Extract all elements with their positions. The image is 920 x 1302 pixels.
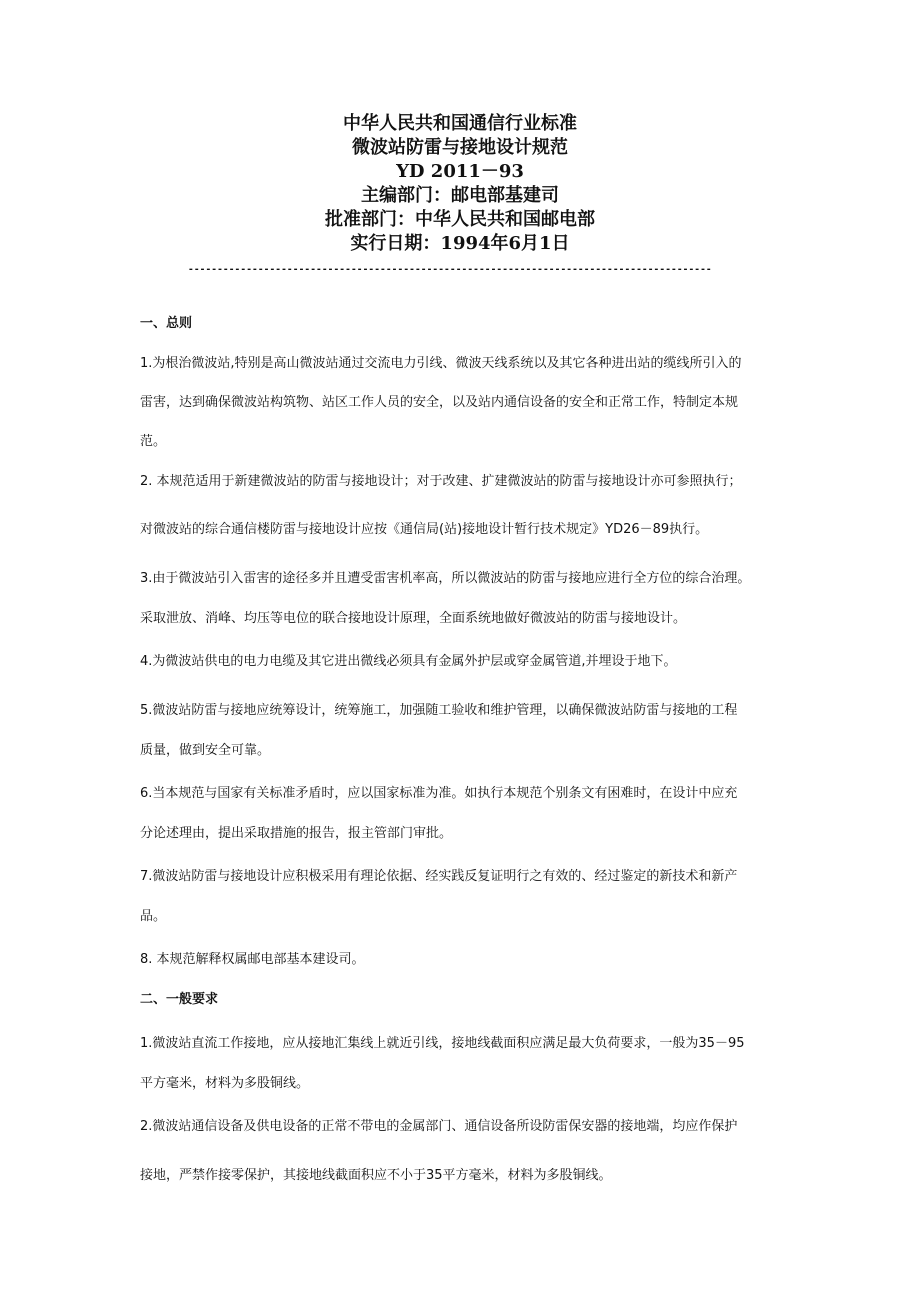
paragraph-line: 2.微波站通信设备及供电设备的正常不带电的金属部门、通信设备所设防雷保安器的接地端，均应作保护 <box>140 1119 738 1134</box>
section-title-general-requirements: 二、一般要求 <box>140 992 219 1007</box>
effective-date: 实行日期：1994年6月1日 <box>350 233 570 254</box>
editing-department: 主编部门：邮电部基建司 <box>361 185 559 206</box>
approving-department: 批准部门：中华人民共和国邮电部 <box>325 209 595 230</box>
paragraph-line: 品。 <box>140 909 167 924</box>
document-title: 微波站防雷与接地设计规范 <box>352 137 568 158</box>
paragraph-line: 4.为微波站供电的电力电缆及其它进出微线必须具有金属外护层或穿金属管道,并埋设于地下。 <box>140 654 677 669</box>
paragraph-line: 分论述理由，提出采取措施的报告，报主管部门审批。 <box>140 826 453 841</box>
paragraph-line: 5.微波站防雷与接地应统筹设计，统筹施工，加强随工验收和维护管理，以确保微波站防雷与接地的工程 <box>140 703 738 718</box>
section-title-general: 一、总则 <box>140 316 193 331</box>
dashed-divider: ------------------------------------------------------------------------------------------ <box>188 264 712 275</box>
paragraph-line: 采取泄放、消峰、均压等电位的联合接地设计原理，全面系统地做好微波站的防雷与接地设计。 <box>140 611 687 626</box>
paragraph-line: 2. 本规范适用于新建微波站的防雷与接地设计；对于改建、扩建微波站的防雷与接地设计亦可参照执行； <box>140 474 742 489</box>
paragraph-line: 8. 本规范解释权属邮电部基本建设司。 <box>140 952 365 967</box>
paragraph-line: 接地，严禁作接零保护，其接地线截面积应不小于35平方毫米，材料为多股铜线。 <box>140 1168 612 1183</box>
paragraph-line: 对微波站的综合通信楼防雷与接地设计应按《通信局(站)接地设计暂行技术规定》YD26－89执行。 <box>140 522 709 537</box>
standard-number: YD 2011－93 <box>396 161 524 182</box>
paragraph-line: 1.为根治微波站,特别是高山微波站通过交流电力引线、微波天线系统以及其它各种进出站的缆线所引入的 <box>140 356 742 371</box>
document-header <box>0 112 920 256</box>
paragraph-line: 3.由于微波站引入雷害的途径多并且遭受雷害机率高，所以微波站的防雷与接地应进行全方位的综合治理。 <box>140 571 751 586</box>
paragraph-line: 雷害，达到确保微波站构筑物、站区工作人员的安全，以及站内通信设备的安全和正常工作，特制定本规 <box>140 395 739 410</box>
paragraph-line: 平方毫米，材料为多股铜线。 <box>140 1076 310 1091</box>
paragraph-line: 1.微波站直流工作接地，应从接地汇集线上就近引线，接地线截面积应满足最大负荷要求，一般为35－95 <box>140 1036 745 1051</box>
paragraph-line: 质量，做到安全可靠。 <box>140 743 271 758</box>
paragraph-line: 范。 <box>140 434 167 449</box>
standard-category: 中华人民共和国通信行业标准 <box>343 113 577 134</box>
paragraph-line: 7.微波站防雷与接地设计应积极采用有理论依据、经实践反复证明行之有效的、经过鉴定的新技术和新产 <box>140 869 738 884</box>
paragraph-line: 6.当本规范与国家有关标准矛盾时，应以国家标准为准。如执行本规范个别条文有困难时，在设计中应充 <box>140 786 738 801</box>
